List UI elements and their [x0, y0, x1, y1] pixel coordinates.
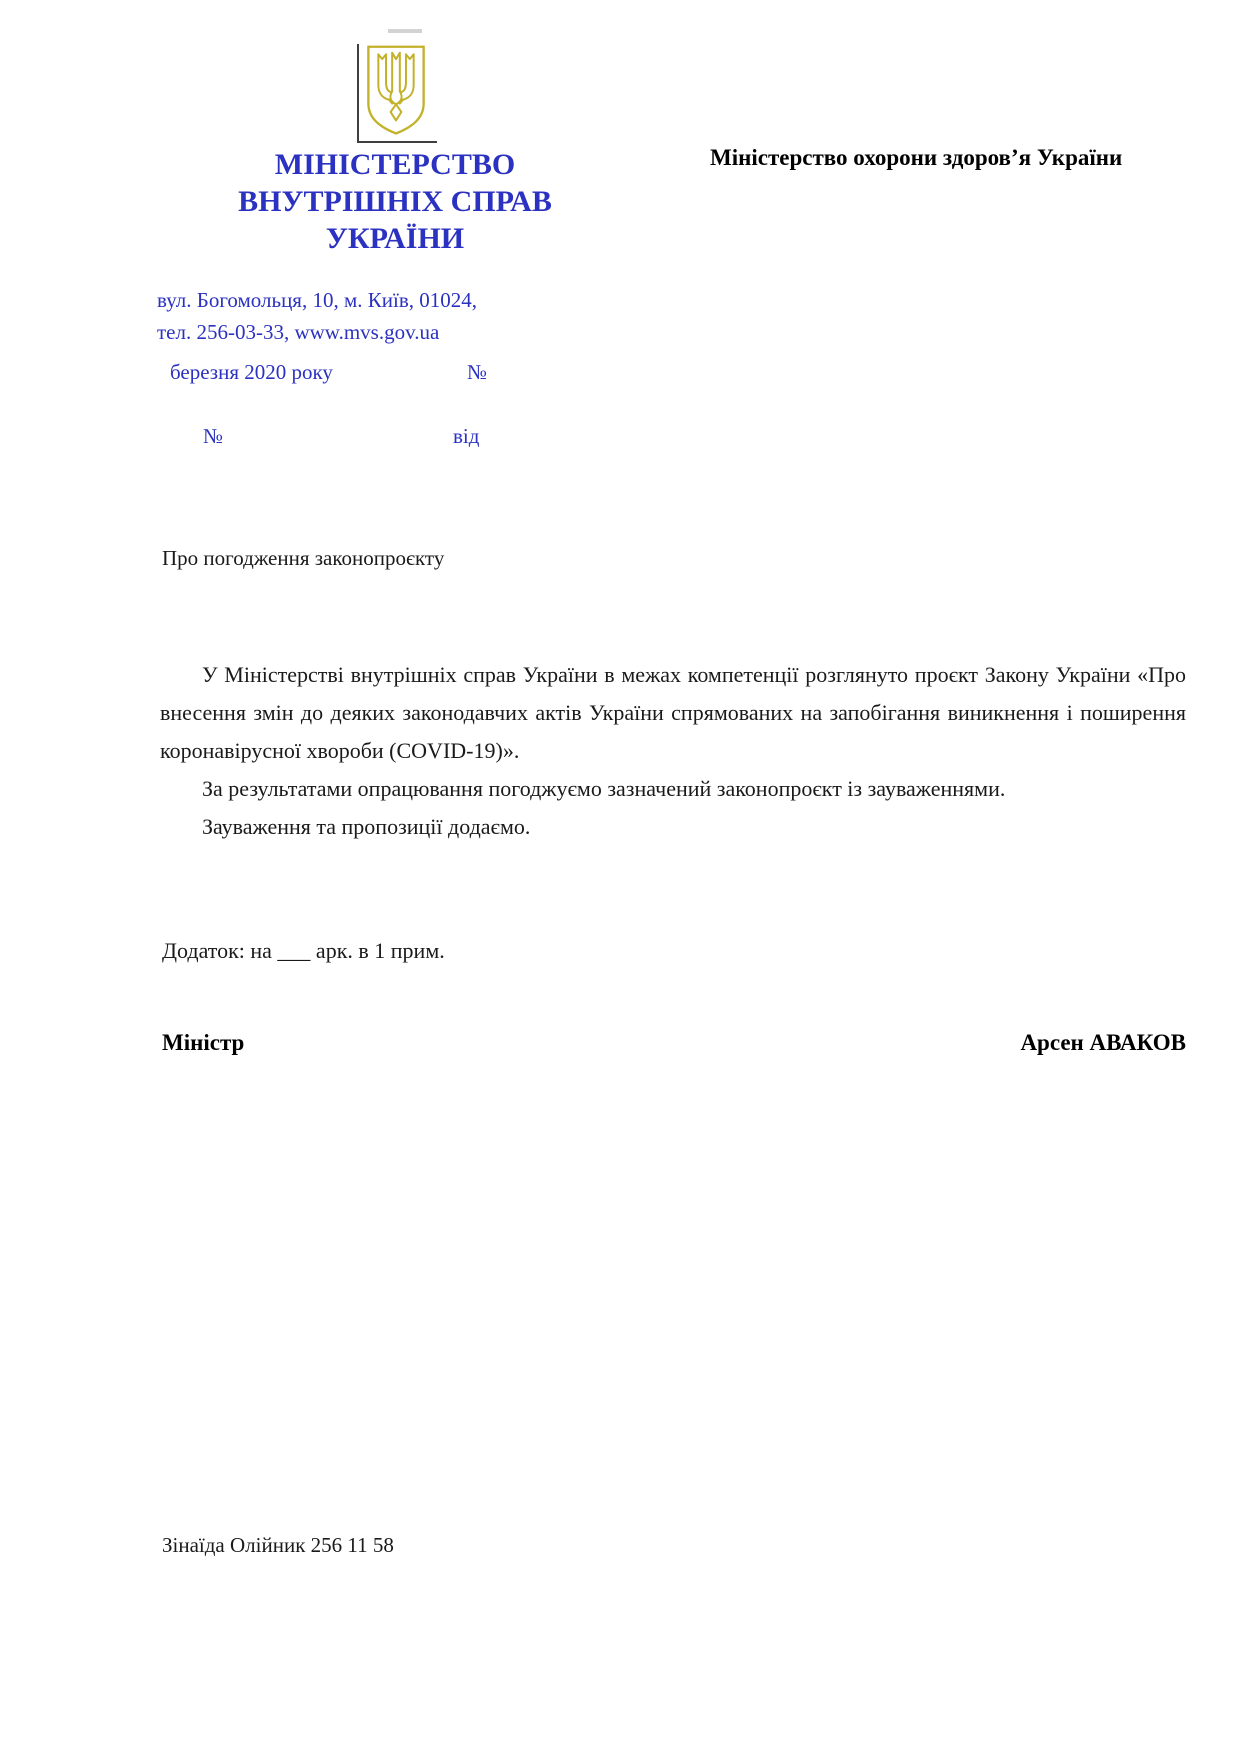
ministry-title	[185, 146, 605, 257]
body-paragraph: Зауваження та пропозиції додаємо.	[202, 814, 531, 839]
scan-artifact-mark	[388, 29, 422, 33]
address-line: тел. 256-03-33, www.mvs.gov.ua	[157, 320, 440, 344]
body-paragraph: У Міністерстві внутрішніх справ України в межах компетенції розглянуто проєкт Закону України «Про внесення змін до деяких законодавчих актів України спрямованих на запобігання виникнення і поширення коронавірусної хвороби (COVID-19)».	[160, 662, 1186, 763]
reference-number-label: №	[203, 424, 224, 448]
signature-row	[162, 1030, 1186, 1056]
ministry-title-line: УКРАЇНИ	[325, 222, 465, 255]
executor-contact-line: Зінаїда Олійник 256 11 58	[162, 1533, 394, 1557]
address-line: вул. Богомольця, 10, м. Київ, 01024,	[157, 288, 478, 312]
ministry-title-line: МІНІСТЕРСТВО	[274, 148, 516, 181]
date-text: березня 2020 року	[170, 360, 333, 384]
attachment-line: Додаток: на ___ арк. в 1 прим.	[162, 938, 445, 963]
letter-body	[160, 656, 1186, 846]
signer-name: Арсен АВАКОВ	[1020, 1030, 1186, 1055]
body-paragraph: За результатами опрацювання погоджуємо зазначений законопроєкт із зауваженнями.	[202, 776, 1006, 801]
date-number-label: №	[467, 360, 488, 384]
reference-row	[0, 424, 1240, 454]
signer-position-title: Міністр	[162, 1030, 245, 1055]
date-row	[0, 360, 1240, 390]
ministry-title-line: ВНУТРІШНІХ СПРАВ	[238, 185, 552, 218]
recipient-name: Міністерство охорони здоров’я України	[710, 145, 1123, 170]
ukraine-trident-shield-icon	[363, 42, 429, 139]
address-block	[157, 284, 477, 348]
subject-line: Про погодження законопроєкту	[162, 546, 445, 570]
reference-from-label: від	[453, 424, 480, 448]
